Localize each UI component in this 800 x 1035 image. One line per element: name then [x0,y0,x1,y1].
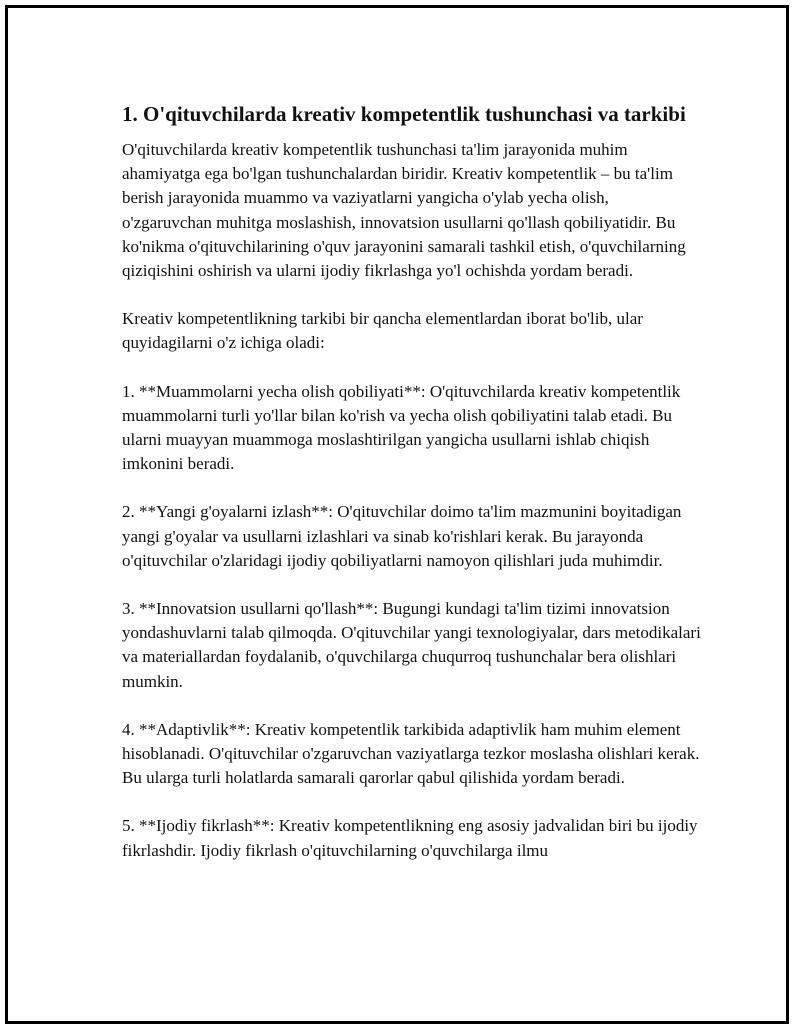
section-heading: 1. O'qituvchilarda kreativ kompetentlik tushunchasi va tarkibi [122,102,686,126]
paragraph-item-2: 2. **Yangi g'oyalarni izlash**: O'qituvchilar doimo ta'lim mazmunini boyitadigan yangi g'oyalar va usullarni izlashlari va sinab ko'rishlari kerak. Bu jarayonda o'qituvchilar o'zlaridagi ijodiy qobiliyatlarni namoyon qilishlari juda muhimdir. [122,502,682,570]
paragraph-components-intro: Kreativ kompetentlikning tarkibi bir qancha elementlardan iborat bo'lib, ular quyidagilarni o'z ichiga oladi: [122,309,643,353]
document-body [122,100,702,887]
document-page [5,5,789,1024]
paragraph-item-1: 1. **Muammolarni yecha olish qobiliyati**: O'qituvchilarda kreativ kompetentlik muammolarni turli yo'llar bilan ko'rish va yecha olish qobiliyatini talab etadi. Bu ularni muayyan muammoga moslashtirilgan yangicha usullarni ishlab chiqish imkonini beradi. [122,381,681,474]
paragraph-item-3: 3. **Innovatsion usullarni qo'llash**: Bugungi kundagi ta'lim tizimi innovatsion yondashuvlarni talab qilmoqda. O'qituvchilar yangi texnologiyalar, dars metodikalari va materiallardan foydalanib, o'quvchilarga chuqurroq tushunchalar bera olishlari mumkin. [122,599,701,691]
paragraph-item-4: 4. **Adaptivlik**: Kreativ kompetentlik tarkibida adaptivlik ham muhim element hisoblanadi. O'qituvchilar o'zgaruvchan vaziyatlarga tezkor moslasha olishlari kerak. Bu ularga turli holatlarda samarali qarorlar qabul qilishida yordam beradi. [122,719,700,788]
paragraph-item-5: 5. **Ijodiy fikrlash**: Kreativ kompetentlikning eng asosiy jadvalidan biri bu ijodiy fikrlashdir. Ijodiy fikrlash o'qituvchilarning o'quvchilarga ilmu [122,816,698,860]
paragraph-intro: O'qituvchilarda kreativ kompetentlik tushunchasi ta'lim jarayonida muhim ahamiyatga ega bo'lgan tushunchalardan biridir. Kreativ kompetentlik – bu ta'lim berish jarayonida muammo va vaziyatlarni yangicha o'ylab yecha olish, o'zgaruvchan muhitga moslashish, innovatsion usullarni qo'llash qobiliyatidir. Bu ko'nikma o'qituvchilarining o'quv jarayonini samarali tashkil etish, o'quvchilarning qiziqishini oshirish va ularni ijodiy fikrlashga yo'l ochishda yordam beradi. [122,140,686,281]
